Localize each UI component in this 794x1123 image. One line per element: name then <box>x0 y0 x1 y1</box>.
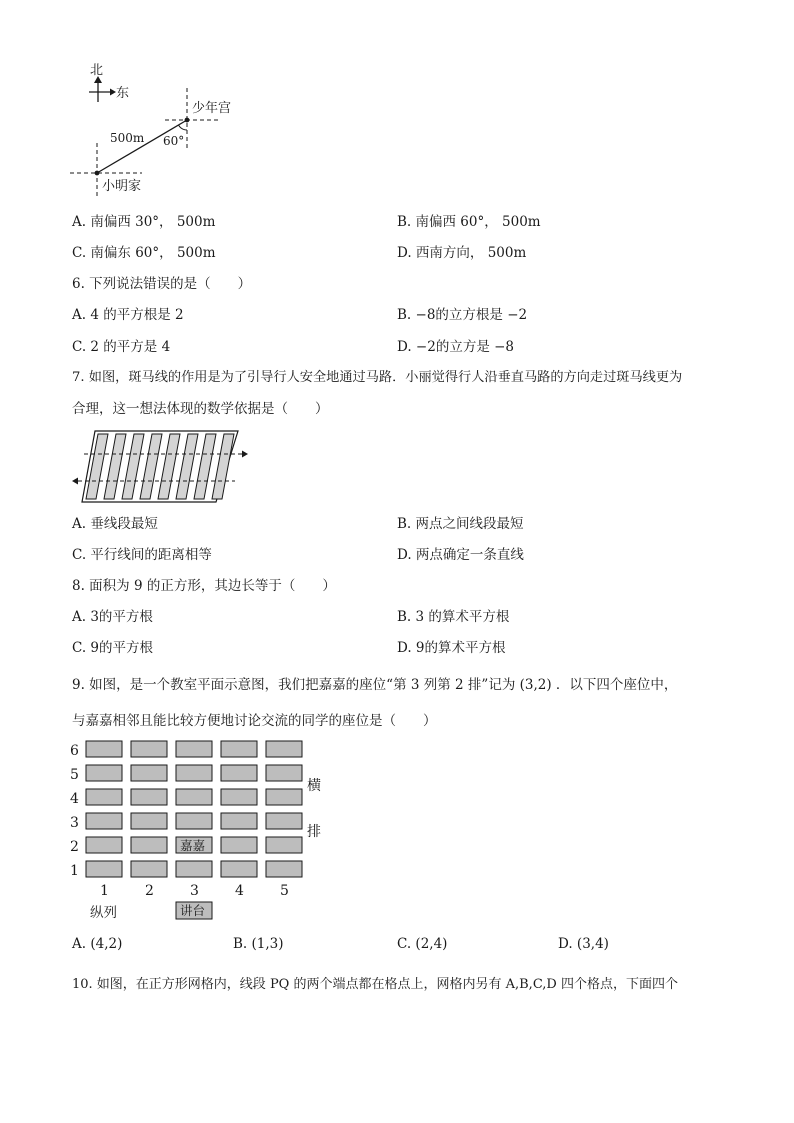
palace-label: 少年宫 <box>192 101 232 116</box>
q6-option-d: D. −2的立方是 −8 <box>397 339 515 355</box>
classroom-seat-figure <box>64 735 334 925</box>
q8-option-c: C. 9的平方根 <box>72 640 154 656</box>
distance-label: 500m <box>110 131 145 145</box>
q7-stem-line1: 7. 如图，斑马线的作用是为了引导行人安全地通过马路．小丽觉得行人沿垂直马路的方向走过斑马线更为 <box>72 370 683 385</box>
q9-stem-line2: 与嘉嘉相邻且能比较方便地讨论交流的同学的座位是（ ） <box>72 713 437 729</box>
q6-option-c: C. 2 的平方是 4 <box>72 339 171 355</box>
column-axis-label: 纵列 <box>90 905 117 921</box>
col-label-4: 4 <box>235 883 244 899</box>
col-label-5: 5 <box>280 883 289 899</box>
horizontal-label-1: 横 <box>307 778 321 794</box>
q9-option-b: B. (1,3) <box>233 936 284 952</box>
podium-label: 讲台 <box>180 903 206 918</box>
q7-option-a: A. 垂线段最短 <box>72 516 158 532</box>
q9-option-c: C. (2,4) <box>397 936 448 952</box>
jiajia-seat-label: 嘉嘉 <box>180 838 206 853</box>
home-label: 小明家 <box>102 179 142 194</box>
q5-option-c: C. 南偏东 60°， 500m <box>72 245 216 261</box>
q5-option-a: A. 南偏西 30°， 500m <box>72 214 216 230</box>
q7-option-c: C. 平行线间的距离相等 <box>72 547 212 563</box>
q9-stem-line1: 9. 如图，是一个教室平面示意图，我们把嘉嘉的座位“第 3 列第 2 排”记为 (3,2) ．以下四个座位中， <box>72 677 678 693</box>
q10-stem-line1: 10. 如图，在正方形网格内，线段 PQ 的两个端点都在格点上，网格内另有 A,B,C,D 四个格点，下面四个 <box>72 977 678 992</box>
q9-option-d: D. (3,4) <box>558 936 609 952</box>
north-label: 北 <box>90 63 104 78</box>
angle-label: 60° <box>163 134 185 148</box>
col-label-1: 1 <box>100 883 109 899</box>
col-label-2: 2 <box>145 883 154 899</box>
row-label-4: 4 <box>70 791 79 807</box>
seat-grid <box>86 741 302 877</box>
q8-stem: 8. 面积为 9 的正方形，其边长等于（ ） <box>72 578 336 594</box>
q9-option-a: A. (4,2) <box>72 936 123 952</box>
row-label-1: 1 <box>70 863 79 879</box>
q7-stem-line2: 合理，这一想法体现的数学依据是（ ） <box>72 401 329 417</box>
direction-figure <box>60 58 260 198</box>
row-label-2: 2 <box>70 839 79 855</box>
q8-option-d: D. 9的算术平方根 <box>397 640 506 656</box>
q8-option-a: A. 3的平方根 <box>72 609 153 625</box>
zebra-crossing-figure <box>70 428 255 508</box>
east-label: 东 <box>116 86 130 101</box>
row-label-6: 6 <box>70 743 79 759</box>
row-label-3: 3 <box>70 815 79 831</box>
col-label-3: 3 <box>190 883 199 899</box>
horizontal-label-2: 排 <box>307 824 321 840</box>
q7-option-d: D. 两点确定一条直线 <box>397 547 524 563</box>
q5-option-b: B. 南偏西 60°， 500m <box>397 214 541 230</box>
q6-option-b: B. −8的立方根是 −2 <box>397 307 528 323</box>
q8-option-b: B. 3 的算术平方根 <box>397 609 510 625</box>
row-label-5: 5 <box>70 767 79 783</box>
q6-stem: 6. 下列说法错误的是（ ） <box>72 276 252 292</box>
q5-option-d: D. 西南方向， 500m <box>397 245 527 261</box>
q6-option-a: A. 4 的平方根是 2 <box>72 307 184 323</box>
q7-option-b: B. 两点之间线段最短 <box>397 516 524 532</box>
